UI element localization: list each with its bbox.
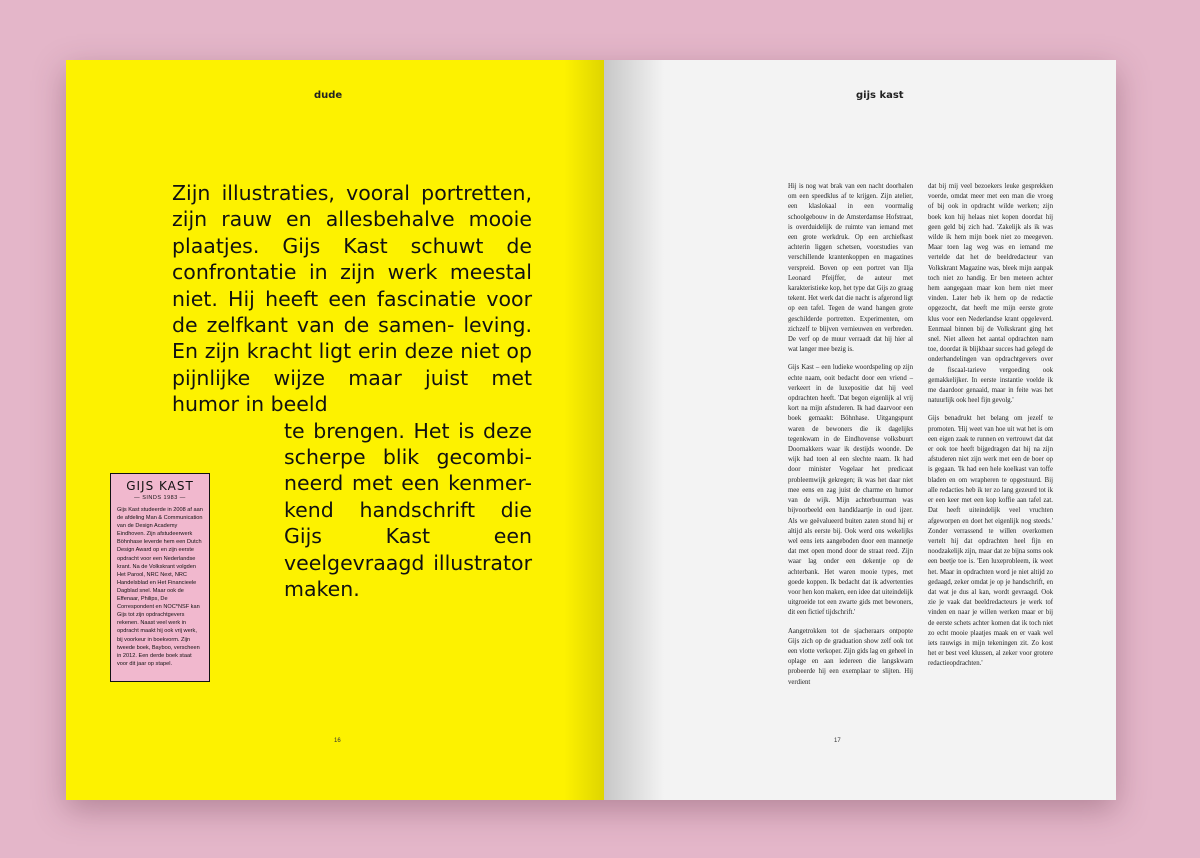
article-paragraph: Gijs Kast – een ludieke woordspeling op zijn echte naam, ooit bedacht door een vriend – verkeert in de luxepositie dat hij veel opdrachten heeft. 'Dat begon eigenlijk al vrij kort na mijn afstuderen. Ik had daarvoor een boek gemaakt: Böhnhase. Uitgangspunt waren de bewoners die ik dagelijks tegenkwam in de Eindhovense volksbuurt Doornakkers waar ik destijds woonde. De wijk had toen al een slechte naam. Ik had door minister Vogelaar het predicaat probleemwijk gekregen; ik was het daar niet mee eens en zag juist de charme en humor van de wijk. Mijn achterbuurman was bijvoorbeeld een handklaartje in oud ijzer. Als we geëvalueerd buiten zaten stond hij er altijd als eerste bij. Ook werd ons wekelijks wel eens iets aangeboden door een mannetje dat met open mond door de straat reed. Zijn waar lag onder een dekentje op de achterbank. Het waren mooie types, met goede koppen. Ik bedacht dat ik advertenties voor hen kon maken, een idee dat uiteindelijk uitgroeide tot een zwarte gids met bewoners, dit een fictief tijdschrift.' <box>788 364 913 617</box>
page-number-left: 16 <box>334 738 341 744</box>
article-paragraph: dat bij mij veel bezoekers leuke gesprekken voerde, omdat meer met een man die vroeg of bij ook in opdracht wilde werken; zijn boek kon hij helaas niet kopen doordat hij geen geld bij zich had. 'Zakelijk als ik was wilde ik hem mijn boek niet zo meegeven. Maar toen lag weg was en iemand me vertelde dat het de beeldredacteur van Volkskrant Magazine was, bleek mijn aanpak toch niet zo handig. Er ben meteen achter hem aangegaan maar kon hem niet meer vinden. Later heb ik hem op de redactie opgezocht, dat heeft me mijn eerste grote klus voor een Nederlandse krant opgeleverd. Eenmaal binnen bij de Volkskrant ging het snel. Niet alleen het aantal opdrachten nam toe, doordat ik blijkbaar succes had gelegd de onderhandelingen van opdrachtgevers over de fiscaal-tarieve vergoeding ook gemakkelijker. In eerste instantie voelde ik me daardoor genaaid, maar in feite was het natuurlijk ook heel fijn gevolg.' <box>928 183 1053 405</box>
bio-subtitle: — SINDS 1983 — <box>134 495 186 501</box>
article-column-1 <box>788 182 913 696</box>
bio-box <box>110 473 210 682</box>
pull-quote-main: Zijn illustraties, vooral portretten, zijn rauw en allesbehalve mooie plaatjes. Gijs Kast schuwt de confrontatie in zijn werk meestal niet. Hij heeft een fascinatie voor de zelfkant van de samen- leving. En zijn kracht ligt erin deze niet op pijnlijke wijze maar juist met humor in beeld <box>172 181 532 417</box>
magazine-spread <box>66 60 1116 800</box>
page-number-right: 17 <box>834 738 841 744</box>
right-page <box>604 60 1116 800</box>
article-column-2 <box>928 182 1053 678</box>
pull-quote-indented: te brengen. Het is deze scherpe blik gecombi- neerd met een kenmer- kend handschrift die Gijs Kast een veelgevraagd illustrator maken. <box>284 418 532 602</box>
article-paragraph: Gijs benadrukt het belang om jezelf te promoten. 'Hij weet van hoe uit wat het is om een eigen zaak te runnen en vertrouwt dat dat er ook toe heeft bijgedragen dat hij na zijn afstuderen niet zijn werk met een de boer op is gegaan. 'Ik had een hele koelkast van toffe bladen en om wrapheren te opgestuurd. Bij alle redacties heb ik ter zo lang gezeurd tot ik er een keer met een kop koffie aan tafel zat. Dat heeft uiteindelijk veel vruchten afgeworpen en doet het eigenlijk nog steeds.' Zonder verrassend te willen overkomen vertelt hij dat opdrachten heel fijn en noodzakelijk zijn, maar dat ze bijna soms ook een beetje toe is. 'Een luxeprobleem, ik weet het. Maar in opdrachten word je niet altijd zo gedaagd, zeker omdat je op je handschrift, en dat wat je dus al kan, wordt gevraagd. Ook zie je vaak dat beeldredacteurs je werk tof vinden en naar je willen werken maar er bij de eerste schets achter komen dat ik toch niet zo echt mooie plaatjes maak en er vaak wel iets rauwigs in mijn tekeningen zit. Zo kost het er best veel klussen, al zeker voor grotere redactieopdrachten.' <box>928 415 1053 668</box>
left-page <box>66 60 604 800</box>
article-paragraph: Aangetrokken tot de sjacheraars ontpopte Gijs zich op de graduation show zelf ook tot een vlotte verkoper. Zijn gids lag en geheel in oplage en aan iedereen die langskwam probeerde hij een exemplaar te slijten. Hij verdient <box>788 627 913 686</box>
running-head-left: dude <box>314 90 343 101</box>
pull-quote <box>172 180 532 603</box>
running-head-right: gijs kast <box>856 90 904 101</box>
article-paragraph: Hij is nog wat brak van een nacht doorhalen om een speedklus af te krijgen. Zijn atelier, een klaslokaal in een voormalig schoolgebouw in de Amsterdamse Hofstraat, is overduidelijk de ruimte van iemand met een grote werkdruk. Op een archiefkast achterin liggen schetsen, voorstudies van verschillende krantenkoppen en magazines verspreid. Boven op een portret van Ilja Leonard Pfeijffer, de auteur met karakteristieke kop, het type dat Gijs zo graag tekent. Het werk dat die nacht is afgerond ligt op een tafel. Tegen de wand hangen grote geschilderde portretten. Experimenten, om zichzelf te blijven vernieuwen en verbreden. De verf op de muur verraadt dat hij hier al wat langer mee bezig is. <box>788 183 913 354</box>
bio-title: GIJS KAST <box>126 479 194 493</box>
bio-text: Gijs Kast studeerde in 2008 af aan de afdeling Man & Communication van de Design Academy Eindhoven. Zijn afstudeerwerk Böhnhase leverde hem een Dutch Design Award op en zijn eerste opdracht voor een Nederlandse krant. Na de Volkskrant volgden Het Parool, NRC Next, NRC Handelsblad en Het Financieele Dagblad snel. Maar ook de Effenaar, Philips, De Correspondent en NOC*NSF kan Gijs tot zijn opdrachtgevers rekenen. Naast veel werk in opdracht maakt hij ook vrij werk, bij voorkeur in boekvorm. Zijn tweede boek, Bayboo, verscheen in 2012. Een derde boek staat voor dit jaar op stapel. <box>117 507 203 667</box>
